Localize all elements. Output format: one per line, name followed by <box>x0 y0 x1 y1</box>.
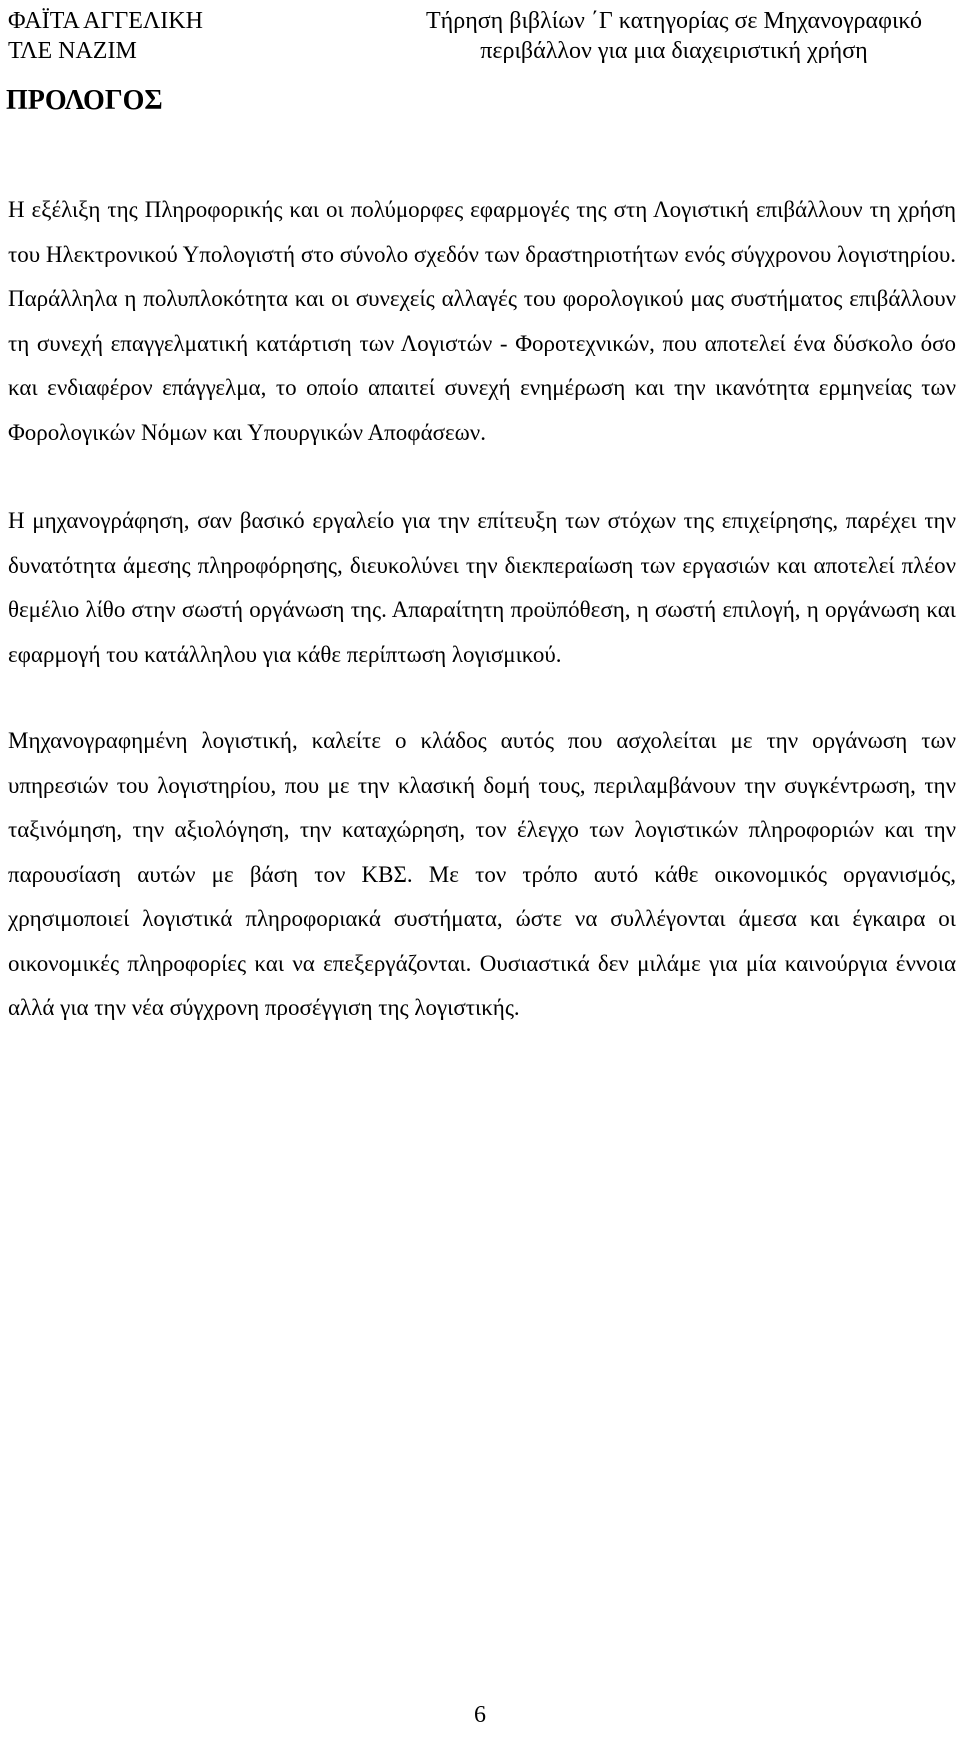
section-title: ΠΡΟΛΟΓΟΣ <box>6 85 163 116</box>
header-document-title <box>414 6 934 66</box>
page-number: 6 <box>474 1702 486 1728</box>
header-title-line-1: Τήρηση βιβλίων ΄Γ κατηγορίας σε Μηχανογραφικό <box>426 8 922 34</box>
header-author-1: ΦΑΪΤΑ ΑΓΓΕΛΙΚΗ <box>8 8 203 34</box>
header-title-line-2: περιβάλλον για μια διαχειριστική χρήση <box>480 38 868 64</box>
page-header <box>0 6 960 70</box>
paragraph: Η μηχανογράφηση, σαν βασικό εργαλείο για την επίτευξη των στόχων της επιχείρησης, παρέχει την δυνατότητα άμεσης πληροφόρησης, διευκολύνει την διεκπεραίωση των εργασιών και αποτελεί πλέον θεμέλιο λίθο στην σωστή οργάνωση της. Απαραίτητη προϋπόθεση, η σωστή επιλογή, η οργάνωση και εφαρμογή του κατάλληλου για κάθε περίπτωση λογισμικού. <box>8 508 956 667</box>
header-author-2: ΤΛΕ ΝΑΖΙΜ <box>8 38 137 64</box>
document-body <box>8 188 956 1075</box>
paragraph: Μηχανογραφημένη λογιστική, καλείτε ο κλάδος αυτός που ασχολείται με την οργάνωση των υπηρεσιών του λογιστηρίου, που με την κλασική δομή τους, περιλαμβάνουν την συγκέντρωση, την ταξινόμηση, την αξιολόγηση, την καταχώρηση, τον έλεγχο των λογιστικών πληροφοριών και την παρουσίαση αυτών με βάση τον ΚΒΣ. Με τον τρόπο αυτό κάθε οικονομικός οργανισμός, χρησιμοποιεί λογιστικά πληροφοριακά συστήματα, ώστε να συλλέγονται άμεσα και έγκαιρα οι οικονομικές πληροφορίες και να επεξεργάζονται. Ουσιαστικά δεν μιλάμε για μία καινούργια έννοια αλλά για την νέα σύγχρονη προσέγγιση της λογιστικής. <box>8 728 956 1020</box>
paragraph: Η εξέλιξη της Πληροφορικής και οι πολύμορφες εφαρμογές της στη Λογιστική επιβάλλουν τη χρήση του Ηλεκτρονικού Υπολογιστή στο σύνολο σχεδόν των δραστηριοτήτων ενός σύγχρονου λογιστηρίου. Παράλληλα η πολυπλοκότητα και οι συνεχείς αλλαγές του φορολογικού μας συστήματος επιβάλλουν τη συνεχή επαγγελματική κατάρτιση των Λογιστών - Φοροτεχνικών, που αποτελεί ένα δύσκολο όσο και ενδιαφέρον επάγγελμα, το οποίο απαιτεί συνεχή ενημέρωση και την ικανότητα ερμηνείας των Φορολογικών Νόμων και Υπουργικών Αποφάσεων. <box>8 197 956 445</box>
header-authors <box>8 6 203 66</box>
